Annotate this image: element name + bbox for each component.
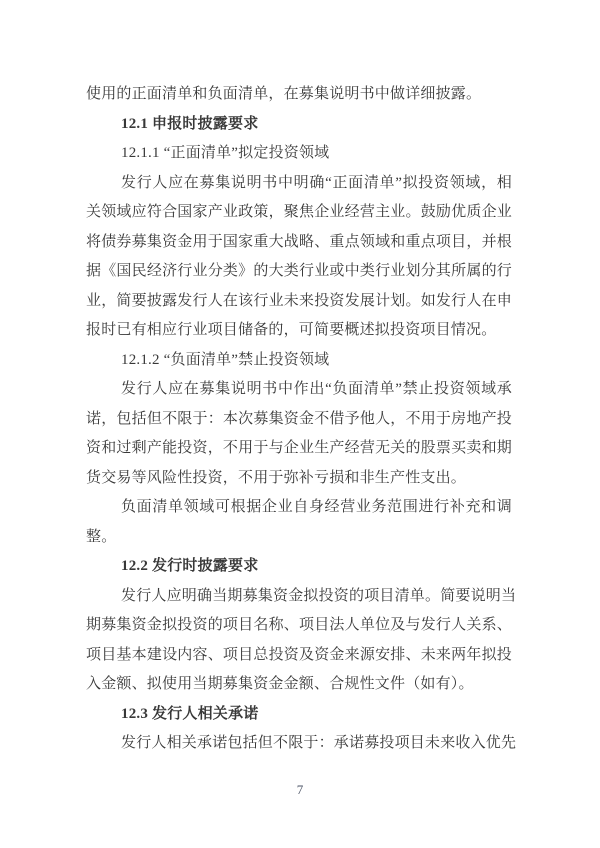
text-line: 货交易等风险性投资，不用于弥补亏损和非生产性支出。 (86, 469, 467, 486)
text-line: 发行人相关承诺包括但不限于：承诺募投项目未来收入优先 (121, 735, 517, 751)
text-line: 负面清单领域可根据企业自身经营业务范围进行补充和调 (121, 499, 512, 515)
text-line: 报时已有相应行业项目储备的，可简要概述拟投资项目情况。 (86, 322, 497, 338)
text-line: 关领域应符合国家产业政策，聚焦企业经营主业。鼓励优质企业 (86, 204, 512, 220)
text-line: 诺，包括但不限于：本次募集资金不借予他人，不用于房地产投 (86, 410, 512, 427)
section-heading: 12.1 申报时披露要求 (121, 115, 259, 132)
text-line: 入金额、拟使用当期募集资金金额、合规性文件（如有）。 (86, 676, 474, 692)
text-line: 据《国民经济行业分类》的大类行业或中类行业划分其所属的行 (86, 263, 512, 279)
text-line: 发行人应明确当期募集资金拟投资的项目清单。简要说明当 (121, 587, 517, 604)
text-line: 将债券募集资金用于国家重大战略、重点领域和重点项目，并根 (86, 233, 512, 250)
text-line: 期募集资金拟投资的项目名称、项目法人单位及与发行人关系、 (86, 617, 512, 633)
text-line: 项目基本建设内容、项目总投资及资金来源安排、未来两年拟投 (86, 646, 512, 663)
text-line: 业，简要披露发行人在该行业未来投资发展计划。如发行人在申 (86, 292, 512, 309)
text-line: 发行人应在募集说明书中明确“正面清单”拟投资领域，相 (121, 174, 512, 191)
document-body (86, 80, 517, 759)
section-heading: 12.1.2 “负面清单”禁止投资领域 (121, 351, 330, 368)
text-line: 发行人应在募集说明书中作出“负面清单”禁止投资领域承 (121, 381, 512, 397)
text-line: 资和过剩产能投资，不用于与企业生产经营无关的股票买卖和期 (86, 440, 512, 456)
section-heading: 12.3 发行人相关承诺 (121, 705, 259, 722)
text-line: 使用的正面清单和负面清单，在募集说明书中做详细披露。 (86, 86, 482, 102)
section-heading: 12.2 发行时披露要求 (121, 558, 259, 574)
page-number: 7 (296, 782, 304, 797)
section-heading: 12.1.1 “正面清单”拟定投资领域 (121, 145, 330, 161)
text-line: 整。 (86, 528, 117, 545)
